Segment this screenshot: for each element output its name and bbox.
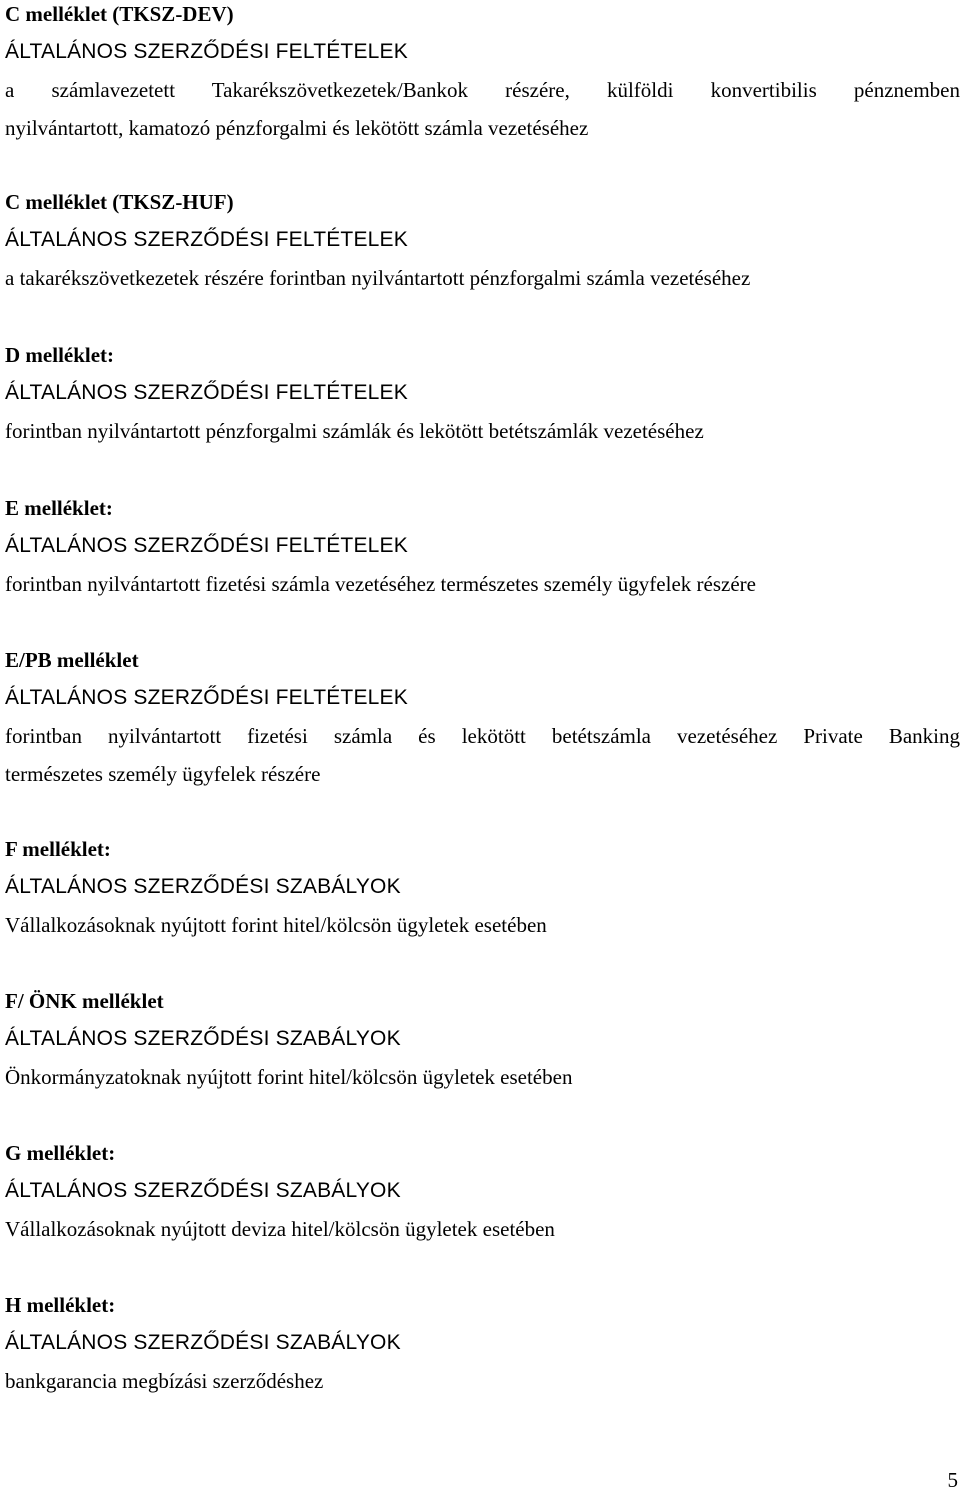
annex-section-d: [5, 336, 960, 450]
annex-description-line: forintban nyilvántartott pénzforgalmi számlák és lekötött betétszámlák vezetéséhez: [5, 419, 704, 443]
annex-description-line: a számlavezetett Takarékszövetkezetek/Bankok részére, külföldi konvertibilis pénznemben: [5, 78, 960, 102]
annex-description-line: a takarékszövetkezetek részére forintban nyilvántartott pénzforgalmi számla vezetéséhez: [5, 266, 751, 290]
annex-subtitle: ÁLTALÁNOS SZERZŐDÉSI FELTÉTELEK: [5, 381, 408, 404]
annex-heading: F melléklet:: [5, 837, 111, 861]
annex-subtitle: ÁLTALÁNOS SZERZŐDÉSI FELTÉTELEK: [5, 686, 408, 709]
annex-description-line: Vállalkozásoknak nyújtott forint hitel/kölcsön ügyletek esetében: [5, 913, 547, 937]
annex-description-line: forintban nyilvántartott fizetési számla és lekötött betétszámla vezetéséhez Private Banking: [5, 724, 960, 748]
annex-heading: E/PB melléklet: [5, 648, 139, 672]
annex-section-c-tksz-dev: [5, 0, 960, 147]
annex-section-e-pb: [5, 641, 960, 793]
annex-section-c-tksz-huf: [5, 183, 960, 297]
page-number: 5: [947, 1468, 958, 1492]
annex-description-line: Vállalkozásoknak nyújtott deviza hitel/kölcsön ügyletek esetében: [5, 1217, 555, 1241]
annex-description-line: Önkormányzatoknak nyújtott forint hitel/kölcsön ügyletek esetében: [5, 1065, 573, 1089]
annex-section-h: [5, 1286, 960, 1400]
annex-section-e: [5, 489, 960, 603]
annex-section-f-onk: [5, 982, 960, 1096]
annex-heading: E melléklet:: [5, 496, 113, 520]
annex-subtitle: ÁLTALÁNOS SZERZŐDÉSI FELTÉTELEK: [5, 40, 408, 63]
annex-description-line: nyilvántartott, kamatozó pénzforgalmi és lekötött számla vezetéséhez: [5, 116, 589, 140]
annex-description-line: forintban nyilvántartott fizetési számla vezetéséhez természetes személy ügyfelek részére: [5, 572, 756, 596]
annex-subtitle: ÁLTALÁNOS SZERZŐDÉSI FELTÉTELEK: [5, 534, 408, 557]
annex-heading: C melléklet (TKSZ-HUF): [5, 190, 234, 214]
annex-heading: D melléklet:: [5, 343, 115, 367]
annex-heading: C melléklet (TKSZ-DEV): [5, 2, 234, 26]
annex-section-g: [5, 1134, 960, 1248]
annex-subtitle: ÁLTALÁNOS SZERZŐDÉSI SZABÁLYOK: [5, 1179, 401, 1202]
annex-section-f: [5, 830, 960, 944]
annex-heading: H melléklet:: [5, 1293, 116, 1317]
annex-subtitle: ÁLTALÁNOS SZERZŐDÉSI FELTÉTELEK: [5, 228, 408, 251]
annex-description-line: természetes személy ügyfelek részére: [5, 762, 321, 786]
annex-heading: F/ ÖNK melléklet: [5, 989, 164, 1013]
annex-heading: G melléklet:: [5, 1141, 116, 1165]
annex-description-line: bankgarancia megbízási szerződéshez: [5, 1369, 324, 1393]
annex-subtitle: ÁLTALÁNOS SZERZŐDÉSI SZABÁLYOK: [5, 1027, 401, 1050]
annex-subtitle: ÁLTALÁNOS SZERZŐDÉSI SZABÁLYOK: [5, 875, 401, 898]
annex-subtitle: ÁLTALÁNOS SZERZŐDÉSI SZABÁLYOK: [5, 1331, 401, 1354]
